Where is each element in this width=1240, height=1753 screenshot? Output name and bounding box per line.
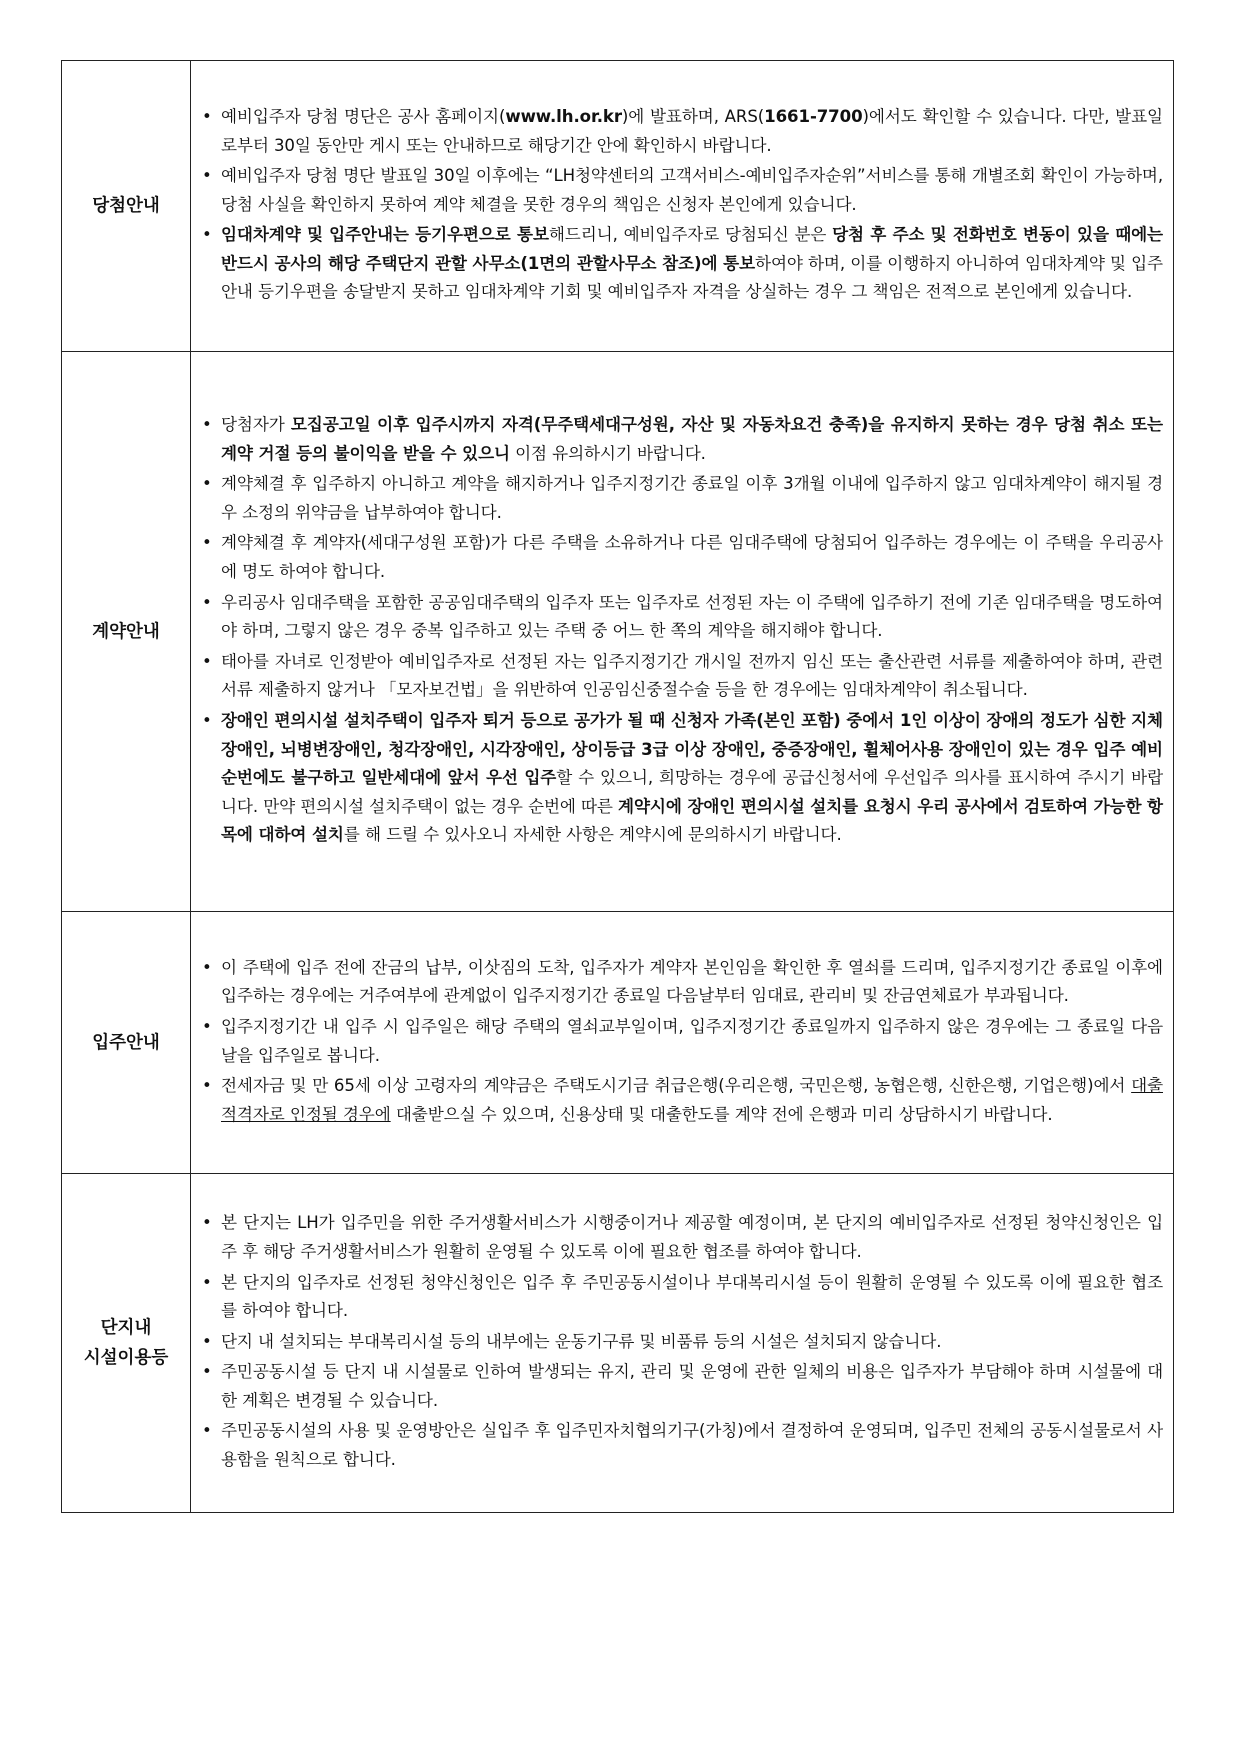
bold-text: 1661-7700: [764, 106, 863, 126]
bullet-item: [197, 589, 1163, 646]
bullet-item: [197, 1072, 1163, 1129]
body-text: 전세자금 및 만 65세 이상 고령자의 계약금은 주택도시기금 취급은행(우리은행, 국민은행, 농협은행, 신한은행, 기업은행)에서: [221, 1076, 1132, 1096]
body-text: 본 단지는 LH가 입주민을 위한 주거생활서비스가 시행중이거나 제공할 예정이며, 본 단지의 예비입주자로 선정된 청약신청인은 입주 후 해당 주거생활서비스가 원활히 운영될 수 있도록 이에 필요한 협조를 하여야 합니다.: [221, 1213, 1163, 1261]
bold-text: www.lh.or.kr: [505, 106, 622, 126]
section-content-cell: [191, 61, 1174, 352]
bullet-item: [197, 1269, 1163, 1326]
bullet-item: [197, 411, 1163, 468]
bullet-list: [197, 1209, 1163, 1474]
bold-text: 장애인 편의시설 설치주택이 입주자 퇴거 등으로 공가가 될 때 신청자 가족(본인 포함) 중에서 1인 이상이 장애의 정도가 심한 지체장애인, 뇌병변장애인, 청각장애인, 시각장애인, 상이등급 3급 이상 장애인, 중증장애인, 휠체어사용 장애인이 있는 경우 입주 예비순번에도 불구하고 일반세대에 앞서 우선 입주: [221, 710, 1163, 788]
body-text: 우리공사 임대주택을 포함한 공공임대주택의 입주자 또는 입주자로 선정된 자는 이 주택에 입주하기 전에 기존 임대주택을 명도하여야 하며, 그렇지 않은 경우 중복 입주하고 있는 주택 중 어느 한 쪽의 계약을 해지해야 합니다.: [221, 592, 1163, 641]
body-text: 하여야 하며, 이를 이행하지 아니하여 임대차계약 및 입주안내 등기우편을 송달받지 못하고 임대차계약 기회 및 예비입주자 자격을 상실하는 경우 그 책임은 전적으로 본인에게 있습니다.: [221, 253, 1163, 302]
bold-text: 계약시에 장애인 편의시설 설치를 요청시 우리 공사에서 검토하여 가능한 항목에 대하여 설치: [221, 796, 1163, 845]
section-label: 당첨안내: [92, 196, 160, 216]
body-text: 이점 유의하시기 바랍니다.: [509, 443, 706, 463]
notice-table-body: [62, 61, 1174, 1513]
bullet-item: [197, 1417, 1163, 1474]
section-label: 단지내 시설이용등: [83, 1318, 169, 1368]
body-text: 당첨자가: [221, 415, 291, 435]
body-text: 를 해 드릴 수 있사오니 자세한 사항은 계약시에 문의하시기 바랍니다.: [343, 825, 842, 845]
body-text: 해드리니, 예비입주자로 당첨되신 분은: [548, 225, 833, 245]
section-label-cell: [62, 1174, 191, 1513]
bullet-item: [197, 103, 1163, 160]
bold-text: 당첨 후 주소 및 전화번호 변동이 있을 때에는 반드시 공사의 해당 주택단지 관할 사무소(1면의 관할사무소 참조)에 통보: [221, 225, 1163, 273]
underlined-text: 대출적격자로 인정될 경우에: [221, 1076, 1163, 1124]
body-text: 본 단지의 입주자로 선정된 청약신청인은 입주 후 주민공동시설이나 부대복리시설 등이 원활히 운영될 수 있도록 이에 필요한 협조를 하여야 합니다.: [221, 1272, 1163, 1321]
section-content-cell: [191, 1174, 1174, 1513]
bold-text: 임대차계약 및 입주안내는 등기우편으로 통보: [221, 225, 549, 245]
body-text: 대출받으실 수 있으며, 신용상태 및 대출한도를 계약 전에 은행과 미리 상담하시기 바랍니다.: [390, 1104, 1053, 1124]
body-text: 계약체결 후 계약자(세대구성원 포함)가 다른 주택을 소유하거나 다른 임대주택에 당첨되어 입주하는 경우에는 이 주택을 우리공사에 명도 하여야 합니다.: [221, 533, 1163, 582]
bullet-item: [197, 1358, 1163, 1415]
section-content-cell: [191, 352, 1174, 912]
bold-text: 모집공고일 이후 입주시까지 자격(무주택세대구성원, 자산 및 자동차요건 충족)을 유지하지 못하는 경우 당첨 취소 또는 계약 거절 등의 불이익을 받을 수 있으니: [221, 415, 1163, 463]
body-text: 주민공동시설 등 단지 내 시설물로 인하여 발생되는 유지, 관리 및 운영에 관한 일체의 비용은 입주자가 부담해야 하며 시설물에 대한 계획은 변경될 수 있습니다.: [221, 1362, 1163, 1410]
section-row-move-in-notice: [62, 912, 1174, 1174]
body-text: 주민공동시설의 사용 및 운영방안은 실입주 후 입주민자치협의기구(가칭)에서 결정하여 운영되며, 입주민 전체의 공동시설물로서 사용함을 원칙으로 합니다.: [221, 1421, 1163, 1470]
bullet-item: [197, 162, 1163, 219]
body-text: 할 수 있으니, 희망하는 경우에 공급신청서에 우선입주 의사를 표시하여 주시기 바랍니다. 만약 편의시설 설치주택이 없는 경우 순번에 따른: [221, 768, 1163, 816]
section-label-cell: [62, 61, 191, 352]
body-text: 예비입주자 당첨 명단은 공사 홈페이지(: [221, 106, 506, 126]
section-label: 입주안내: [92, 1032, 160, 1053]
bullet-item: [197, 1328, 1163, 1357]
section-label: 계약안내: [92, 621, 160, 642]
bullet-list: [197, 954, 1163, 1130]
bullet-list: [197, 411, 1163, 850]
section-label-cell: [62, 912, 191, 1174]
bullet-item: [197, 954, 1163, 1011]
bullet-list: [197, 103, 1163, 307]
body-text: 예비입주자 당첨 명단 발표일 30일 이후에는 “LH청약센터의 고객서비스-예비입주자순위”서비스를 통해 개별조회 확인이 가능하며, 당첨 사실을 확인하지 못하여 계약 체결을 못한 경우의 책임은 신청자 본인에게 있습니다.: [221, 166, 1163, 214]
section-row-contract-notice: [62, 352, 1174, 912]
body-text: )에 발표하며, ARS(: [621, 106, 765, 126]
notice-table: [61, 60, 1174, 1513]
bullet-item: [197, 470, 1163, 527]
body-text: 입주지정기간 내 입주 시 입주일은 해당 주택의 열쇠교부일이며, 입주지정기간 종료일까지 입주하지 않은 경우에는 그 종료일 다음날을 입주일로 봅니다.: [221, 1016, 1163, 1065]
body-text: 태아를 자녀로 인정받아 예비입주자로 선정된 자는 입주지정기간 개시일 전까지 임신 또는 출산관련 서류를 제출하여야 하며, 관련서류 제출하지 않거나 「모자보건법」을 위반하여 인공임신중절수술 등을 한 경우에는 임대차계약이 취소됩니다.: [221, 651, 1163, 700]
section-content-cell: [191, 912, 1174, 1174]
bullet-item: [197, 221, 1163, 307]
body-text: 이 주택에 입주 전에 잔금의 납부, 이삿짐의 도착, 입주자가 계약자 본인임을 확인한 후 열쇠를 드리며, 입주지정기간 종료일 이후에 입주하는 경우에는 거주여부에 관계없이 입주지정기간 종료일 다음날부터 임대료, 관리비 및 잔금연체료가 부과됩니다.: [221, 957, 1163, 1006]
section-row-winner-notice: [62, 61, 1174, 352]
body-text: 단지 내 설치되는 부대복리시설 등의 내부에는 운동기구류 및 비품류 등의 시설은 설치되지 않습니다.: [221, 1331, 942, 1351]
section-label-cell: [62, 352, 191, 912]
bullet-item: [197, 1209, 1163, 1266]
bullet-item: [197, 648, 1163, 705]
section-row-facility-notice: [62, 1174, 1174, 1513]
body-text: )에서도 확인할 수 있습니다. 다만, 발표일로부터 30일 동안만 게시 또는 안내하므로 해당기간 안에 확인하시 바랍니다.: [221, 106, 1163, 155]
body-text: 계약체결 후 입주하지 아니하고 계약을 해지하거나 입주지정기간 종료일 이후 3개월 이내에 입주하지 않고 임대차계약이 해지될 경우 소정의 위약금을 납부하여야 합니다.: [221, 474, 1163, 522]
bullet-item: [197, 707, 1163, 850]
bullet-item: [197, 1013, 1163, 1070]
bullet-item: [197, 529, 1163, 586]
